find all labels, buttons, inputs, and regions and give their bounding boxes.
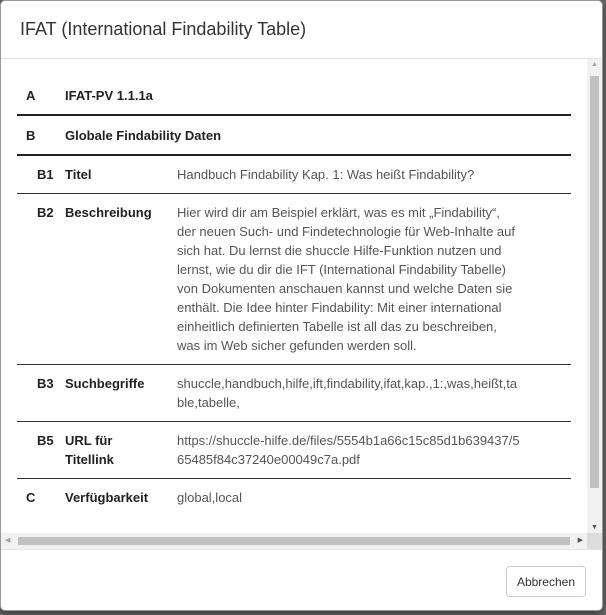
row-code: B3 [17, 365, 65, 422]
row-code: B [17, 115, 65, 155]
value-line: Hier wird dir am Beispiel erklärt, was es mit „Findability“, [177, 205, 500, 220]
row-label: Verfügbarkeit [65, 490, 149, 505]
row-label [65, 422, 177, 479]
table-row [17, 365, 571, 422]
value-line: enthält. Die Idee hinter Findability: Mit einer international [177, 300, 502, 315]
vertical-scroll-thumb[interactable] [590, 76, 599, 488]
value-line: einheitlich definierten Tabelle ist all das zu beschreiben, [177, 319, 497, 334]
dialog-title: IFAT (International Findability Table) [20, 19, 307, 39]
vertical-scrollbar[interactable] [587, 59, 602, 533]
value-line: https://shuccle-hilfe.de/files/5554b1a66c15c85d1b639437/5 [177, 433, 520, 448]
background-edge-bottom [0, 611, 606, 615]
row-code: B2 [17, 194, 65, 365]
row-value-description [177, 194, 571, 365]
row-label: IFAT-PV 1.1.1a [65, 73, 571, 115]
row-code: B5 [17, 422, 65, 479]
scroll-right-icon[interactable]: ▶ [577, 537, 583, 544]
table-row [17, 194, 571, 365]
scroll-up-icon[interactable]: ▲ [591, 61, 598, 68]
scroll-content [1, 59, 587, 533]
row-value: Handbuch Findability Kap. 1: Was heißt Findability? [177, 155, 571, 194]
dialog-body[interactable] [1, 59, 602, 549]
row-label: Suchbegriffe [65, 365, 177, 422]
dialog-header [1, 1, 602, 59]
row-code: C [26, 490, 36, 505]
value-line: ble,tabelle, [177, 395, 240, 410]
scroll-down-icon[interactable]: ▼ [591, 524, 598, 531]
horizontal-scrollbar[interactable] [1, 533, 587, 549]
row-code: B1 [17, 155, 65, 194]
table-row [17, 73, 571, 115]
label-line: URL für [65, 433, 113, 448]
label-line: Titellink [65, 452, 114, 467]
value-line: shuccle,handbuch,hilfe,ift,findability,ifat,kap.,1:,was,heißt,ta [177, 376, 518, 391]
value-line: was im Web sicher gefunden werden soll. [177, 338, 417, 353]
value-line: der neuen Such- und Findetechnologie für Web-Inhalte auf [177, 224, 515, 239]
value-line: 65485f84c37240e00049c7a.pdf [177, 452, 360, 467]
row-code: A [17, 73, 65, 115]
cancel-button[interactable]: Abbrechen [506, 566, 586, 597]
row-value: global,local [177, 490, 243, 505]
row-value-url [177, 422, 571, 479]
table-row [17, 479, 571, 517]
row-value-keywords [177, 365, 571, 422]
value-line: sich hat. Du lernst die shuccle Hilfe-Funktion nutzen und [177, 243, 502, 258]
table-row [17, 115, 571, 155]
row-label: Beschreibung [65, 194, 177, 365]
scrollbar-corner [587, 533, 602, 549]
horizontal-scroll-thumb[interactable] [18, 537, 570, 545]
value-line: lernst, wie du dir die IFT (International Findability Tabelle) [177, 262, 507, 277]
row-label: Globale Findability Daten [65, 115, 571, 155]
table-row [17, 155, 571, 194]
value-line: von Dokumenten anschauen kannst und welche Daten sie [177, 281, 513, 296]
ifat-table [17, 73, 571, 516]
dialog-footer [1, 549, 602, 611]
row-label: Titel [65, 155, 177, 194]
table-row [17, 422, 571, 479]
scroll-left-icon[interactable]: ◀ [5, 537, 11, 544]
